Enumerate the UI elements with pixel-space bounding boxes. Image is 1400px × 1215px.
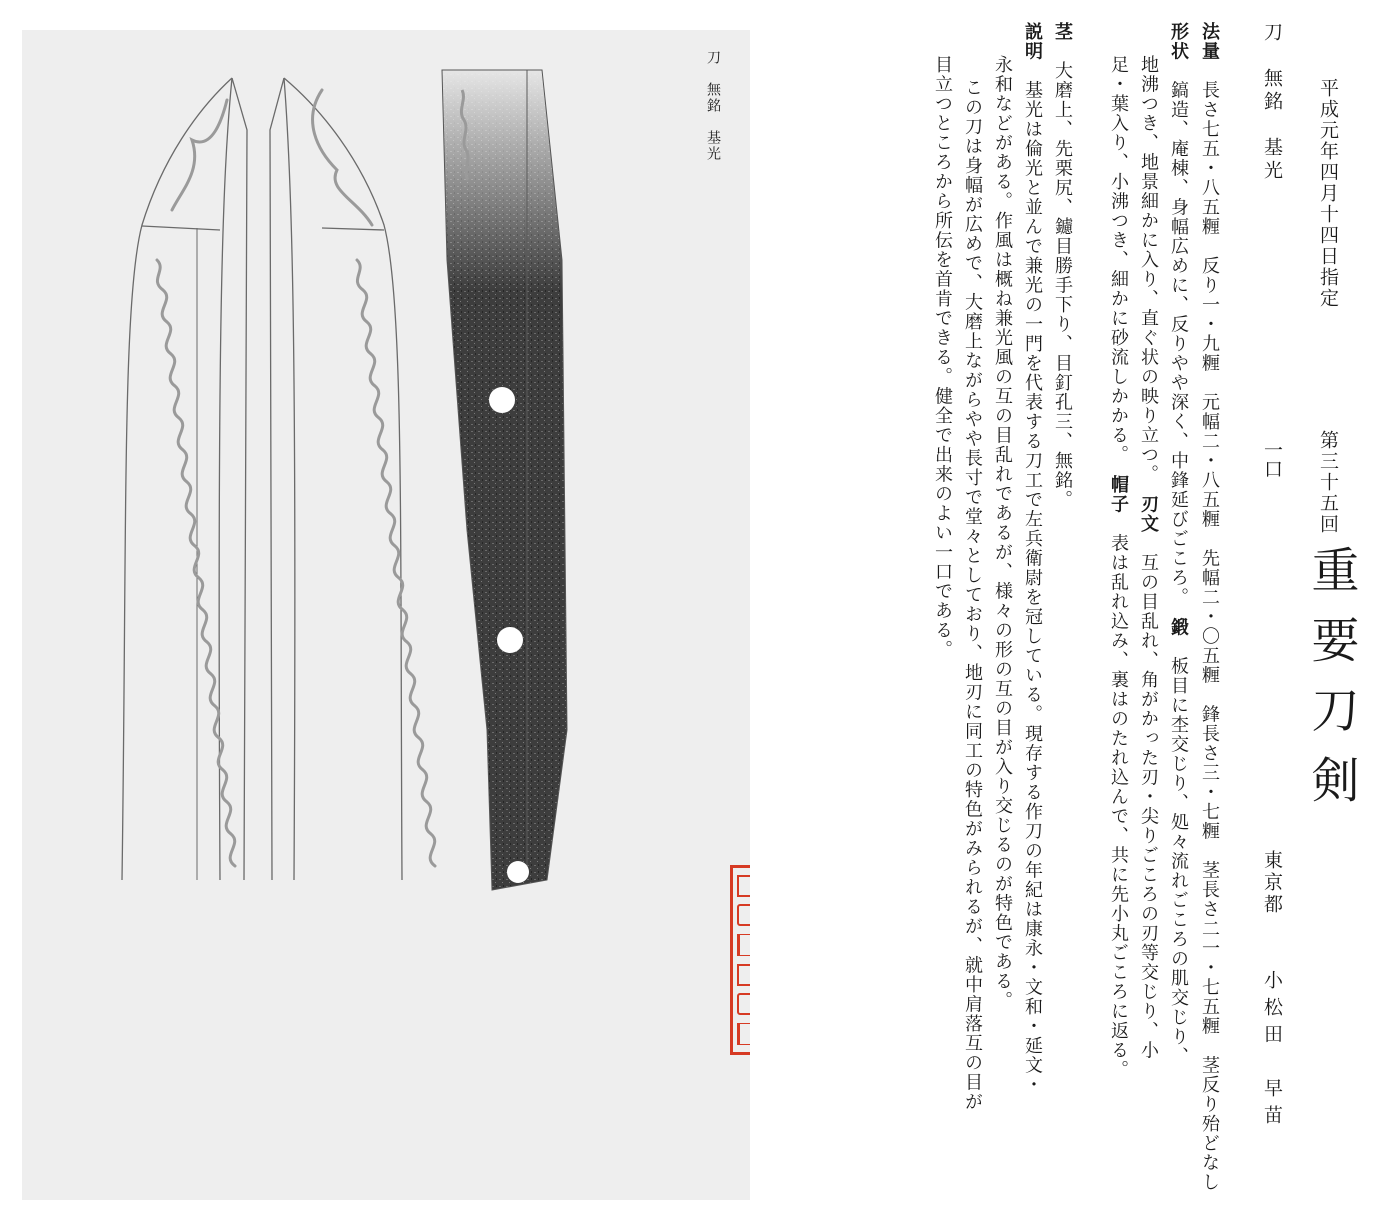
boshi-text: 表は乱れ込み、裏はのたれ込んで、共に先小丸ごころに返る。 [1108,533,1129,1080]
mekugi-ana-1 [489,387,515,413]
explanation-column-2 [988,55,1016,1011]
sword-oshigata-drawing [22,30,750,1200]
shape-column [1164,22,1192,1066]
owner-name: 小松田 早苗 [1261,970,1283,1132]
shinogi-line [219,78,232,880]
explanation-text-1: 基光は倫光と並んで兼光の一門を代表する刀工で左兵衛尉を冠している。現存する作刀の年紀は康永・文和・延文・ [1022,80,1043,1095]
hamon-heading: 刃文 [1138,494,1159,534]
blade-back-line [232,78,247,880]
shape-heading: 形状 [1168,22,1189,61]
designation-date: 平成元年四月十四日指定 [1317,78,1339,309]
mekugi-ana-3 [507,861,529,883]
tang-heading: 茎 [1052,22,1073,42]
session-number: 第三十五回 [1317,430,1339,535]
explanation-column-1 [1018,22,1046,1095]
illustration-caption: 刀 無銘 基光 [705,50,721,162]
tang-text: 大磨上、先栗尻、鑢目勝手下り、目釘孔三、無銘。 [1052,61,1073,510]
shape-text: 鎬造、庵棟、身幅広めに、反りやや深く、中鋒延びごころ。 [1168,80,1189,598]
hamon-text: 互の目乱れ、角がかった刃・尖りごころの刃等交じり、小 [1138,553,1159,1060]
explanation-text-4: 目立つところから所伝を首肯できる。健全で出来のよい一口である。 [932,55,953,660]
blade-count: 一口 [1261,440,1283,478]
shape-text-3: 足・葉入り、小沸つき、細かに砂流しかかる。 [1108,55,1129,456]
yokote-line [142,226,220,230]
yokote-line-2 [322,228,384,230]
certificate-text-page [750,0,1400,1215]
measurements-heading: 法量 [1199,22,1220,61]
blade-back-line-2 [270,78,284,880]
explanation-heading: 説明 [1022,22,1043,61]
tang-rubbing [437,60,572,890]
forging-heading: 鍛 [1168,617,1189,637]
blade-name: 刀 無銘 基光 [1261,22,1283,183]
measurements-column [1195,22,1223,1192]
oshigata-photo [22,30,750,1200]
forging-text: 板目に杢交じり、処々流れごころの肌交じり、 [1168,656,1189,1066]
explanation-column-3 [958,78,986,1112]
boshi-heading: 帽子 [1108,475,1129,514]
shape-column-2 [1134,55,1162,1060]
explanation-text-3: この刀は身幅が広めで、大磨上ながらやや長寸で堂々としており、地刃に同工の特色がみられるが、就中肩落互の目が [962,78,983,1112]
document-title: 重要刀剣 [1303,545,1359,825]
mekugi-ana-2 [497,627,523,653]
tang-column [1048,22,1076,510]
shinogi-line-2 [284,78,295,880]
owner-prefecture: 東京都 [1261,850,1283,916]
shape-column-3 [1104,55,1132,1080]
explanation-column-4 [928,55,956,660]
hamon-ura [313,90,435,866]
explanation-text-2: 永和などがある。作風は概ね兼光風の互の目乱れであるが、様々の形の互の目が入り交じるのが特色である。 [992,55,1013,1011]
measurements-text: 長さ七五・八五糎 反り一・九糎 元幅二・八五糎 先幅二・〇五糎 鋒長さ三・七糎 茎長さ二一・七五糎 茎反り殆どなし [1199,80,1220,1192]
shape-text-2: 地沸つき、地景細かに入り、直ぐ状の映り立つ。 [1138,55,1159,475]
